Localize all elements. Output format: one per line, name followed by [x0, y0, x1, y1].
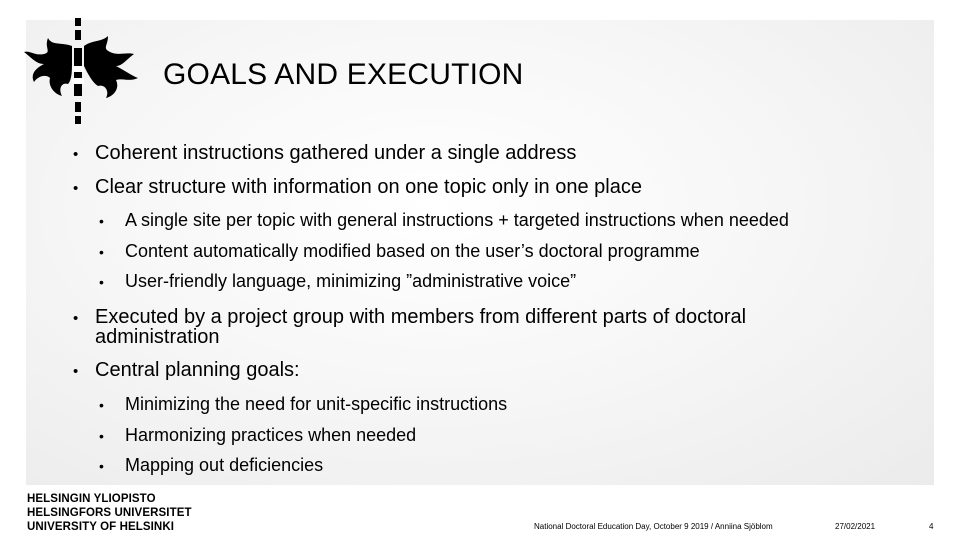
sub-bullet-item — [99, 455, 324, 476]
bullet-item — [73, 176, 642, 199]
page-number: 4 — [929, 522, 934, 531]
footer-date: 27/02/2021 — [835, 522, 876, 531]
bullet-glyph: • — [73, 310, 79, 327]
bullet-text: Clear structure with information on one topic only in one place — [95, 176, 642, 198]
bullet-text-line-1: Executed by a project group with members from different parts of doctoral — [95, 306, 747, 328]
bullet-glyph: • — [73, 180, 79, 197]
bullet-text: Coherent instructions gathered under a single address — [95, 142, 577, 164]
bullet-glyph: • — [99, 244, 104, 260]
sub-bullet-item — [99, 425, 417, 446]
university-name-logo — [27, 492, 192, 534]
sub-bullet-item — [99, 271, 577, 292]
bullet-glyph: • — [99, 458, 104, 474]
bullet-glyph: • — [99, 213, 104, 229]
bullet-glyph: • — [73, 146, 79, 163]
university-name-finnish: HELSINGIN YLIOPISTO — [27, 493, 156, 505]
bullet-text: Harmonizing practices when needed — [125, 425, 417, 445]
bullet-item — [73, 306, 747, 348]
bullet-item — [73, 142, 577, 165]
footer-event-text: National Doctoral Education Day, October 9 2019 / Anniina Sjöblom — [534, 522, 773, 531]
bullet-glyph: • — [99, 397, 104, 413]
bullet-text: Minimizing the need for unit-specific instructions — [125, 394, 508, 414]
bullet-glyph: • — [99, 428, 104, 444]
bullet-text-line-2: administration — [95, 326, 220, 348]
bullet-item — [73, 359, 300, 382]
bullet-glyph: • — [99, 274, 104, 290]
slide-title: GOALS AND EXECUTION — [163, 58, 524, 91]
bullet-text: User-friendly language, minimizing ”administrative voice” — [125, 271, 577, 291]
sub-bullet-item — [99, 394, 508, 415]
bullet-text: Mapping out deficiencies — [125, 455, 324, 475]
sub-bullet-item — [99, 210, 789, 231]
bullet-text: Central planning goals: — [95, 359, 300, 381]
bullet-text: Content automatically modified based on the user’s doctoral programme — [125, 241, 700, 261]
university-name-swedish: HELSINGFORS UNIVERSITET — [27, 507, 192, 519]
university-name-english: UNIVERSITY OF HELSINKI — [27, 521, 175, 533]
sub-bullet-item — [99, 241, 700, 262]
bullet-text: A single site per topic with general instructions + targeted instructions when needed — [125, 210, 789, 230]
bullet-glyph: • — [73, 363, 79, 380]
